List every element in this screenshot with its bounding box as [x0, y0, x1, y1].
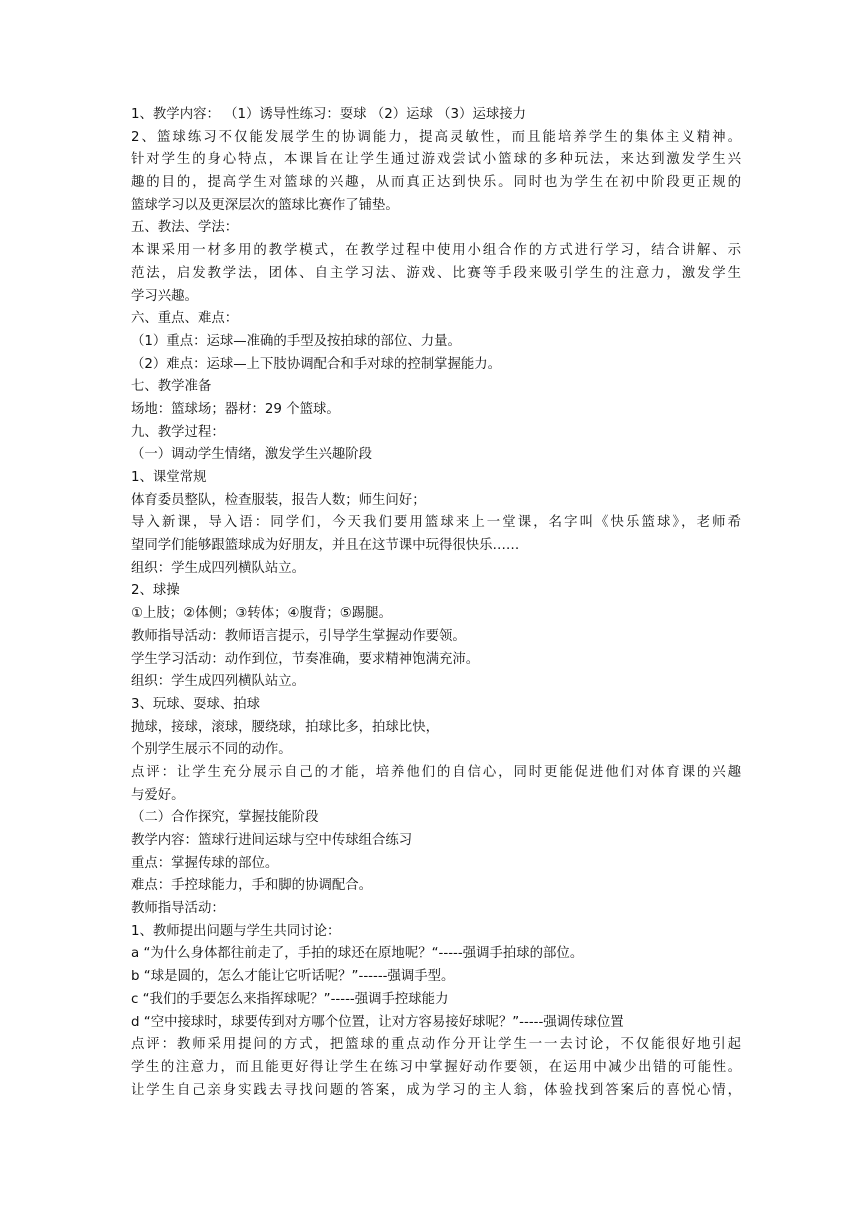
- text-line: 七、教学准备: [131, 379, 212, 395]
- text-line: （一）调动学生情绪，激发学生兴趣阶段: [131, 447, 373, 463]
- text-line: 与爱好。: [131, 787, 185, 803]
- text-line: 点评：让学生充分展示自己的才能，培养他们的自信心，同时更能促进他们对体育课的兴趣: [131, 764, 741, 780]
- text-line: 抛球，接球，滚球，腰绕球，拍球比多，拍球比快，: [131, 719, 439, 735]
- text-line: 3、玩球、耍球、拍球: [131, 696, 261, 712]
- text-line: 教师指导活动：: [131, 901, 225, 917]
- text-line: 让学生自己亲身实践去寻找问题的答案，成为学习的主人翁，体验找到答案后的喜悦心情，: [131, 1082, 741, 1098]
- text-line: 学习兴趣。: [131, 288, 198, 304]
- text-line: 组织：学生成四列横队站立。: [131, 674, 306, 690]
- document-page: [131, 104, 741, 1102]
- text-line: 五、教法、学法：: [131, 220, 239, 236]
- text-line: 体育委员整队，检查服装，报告人数；师生问好；: [131, 492, 426, 508]
- text-line: （二）合作探究，掌握技能阶段: [131, 810, 319, 826]
- text-line: 针对学生的身心特点，本课旨在让学生通过游戏尝试小篮球的多种玩法，来达到激发学生兴: [131, 152, 741, 168]
- text-line: c “我们的手要怎么来指挥球呢？”-----强调手控球能力: [131, 991, 449, 1007]
- text-line: 点评：教师采用提问的方式，把篮球的重点动作分开让学生一一去讨论，不仅能很好地引起: [131, 1037, 741, 1053]
- text-line: （2）难点：运球—上下肢协调配合和手对球的控制掌握能力。: [131, 356, 502, 372]
- text-line: 场地：篮球场；器材：29 个篮球。: [131, 401, 340, 417]
- text-line: 九、教学过程：: [131, 424, 225, 440]
- text-line: 范法，启发教学法，团体、自主学习法、游戏、比赛等手段来吸引学生的注意力，激发学生: [131, 265, 741, 281]
- text-line: 难点：手控球能力，手和脚的协调配合。: [131, 878, 373, 894]
- text-line: ①上肢；②体侧；③转体；④腹背；⑤踢腿。: [131, 606, 392, 622]
- text-line: 2、篮球练习不仅能发展学生的协调能力，提高灵敏性，而且能培养学生的集体主义精神。: [131, 129, 741, 145]
- text-line: 组织：学生成四列横队站立。: [131, 560, 306, 576]
- text-line: 篮球学习以及更深层次的篮球比赛作了铺垫。: [131, 197, 399, 213]
- text-line: 个别学生展示不同的动作。: [131, 742, 292, 758]
- text-line: 1、教师提出问题与学生共同讨论：: [131, 923, 341, 939]
- text-line: d “空中接球时，球要传到对方哪个位置，让对方容易接好球呢？”-----强调传球位置: [131, 1014, 624, 1030]
- text-line: 导入新课，导入语：同学们，今天我们要用篮球来上一堂课，名字叫《快乐篮球》，老师希: [131, 515, 741, 531]
- text-line: 教学内容：篮球行进间运球与空中传球组合练习: [131, 833, 413, 848]
- text-line: 趣的目的，提高学生对篮球的兴趣，从而真正达到快乐。同时也为学生在初中阶段更正规的: [131, 175, 741, 191]
- text-line: 2、球操: [131, 583, 180, 599]
- text-line: b “球是圆的，怎么才能让它听话呢？”------强调手型。: [131, 969, 455, 985]
- text-line: （1）重点：运球—准确的手型及按拍球的部位、力量。: [131, 333, 461, 349]
- text-line: 1、教学内容： （1）诱导性练习：耍球 （2）运球 （3）运球接力: [131, 107, 527, 122]
- text-line: 本课采用一材多用的教学模式，在教学过程中使用小组合作的方式进行学习，结合讲解、示: [131, 243, 741, 259]
- text-line: 学生的注意力，而且能更好得让学生在练习中掌握好动作要领，在运用中减少出错的可能性。: [131, 1059, 741, 1075]
- text-line: 1、课堂常规: [131, 470, 207, 485]
- text-line: 教师指导活动：教师语言提示，引导学生掌握动作要领。: [131, 628, 466, 644]
- text-line: 重点：掌握传球的部位。: [131, 855, 279, 871]
- text-line: a “为什么身体都往前走了，手拍的球还在原地呢？“-----强调手拍球的部位。: [131, 946, 584, 962]
- text-line: 六、重点、难点：: [131, 311, 239, 327]
- text-line: 望同学们能够跟篮球成为好朋友，并且在这节课中玩得很快乐……: [131, 538, 520, 554]
- text-line: 学生学习活动：动作到位，节奏准确，要求精神饱满充沛。: [131, 651, 480, 667]
